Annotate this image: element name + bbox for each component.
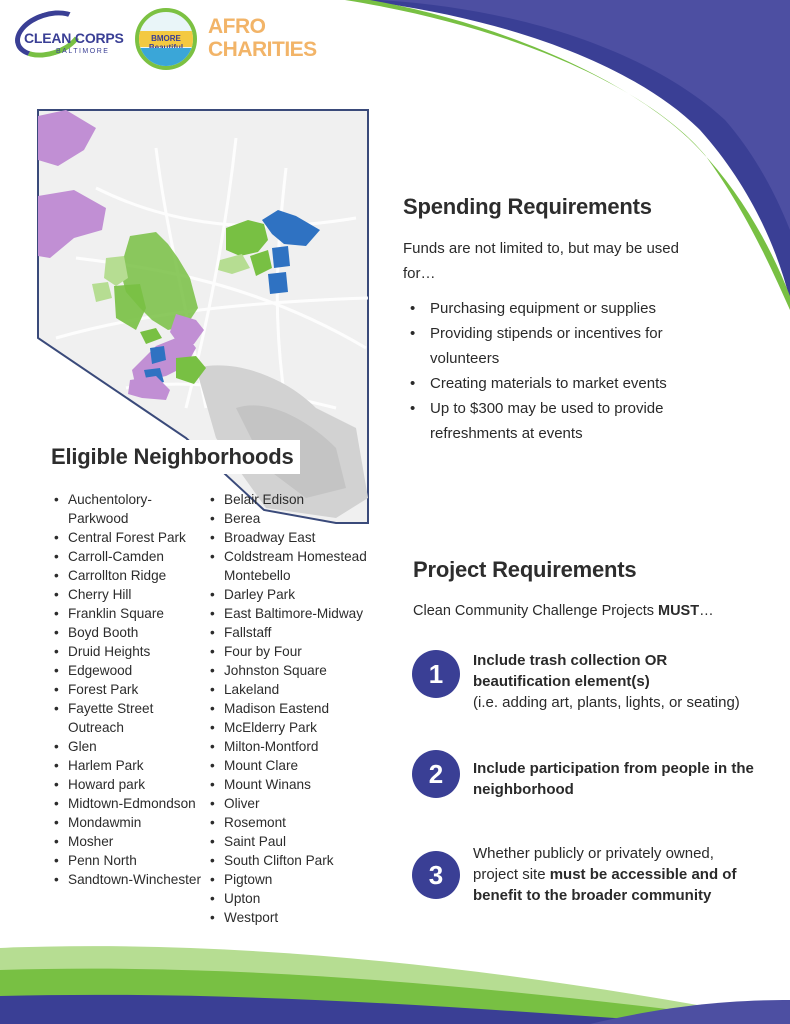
neighborhood-item: • Howard park xyxy=(54,775,204,794)
neighborhood-item: • Broadway East xyxy=(210,528,390,547)
neighborhood-item: • Rosemont xyxy=(210,813,390,832)
neighborhood-item: • Four by Four xyxy=(210,642,390,661)
clean-corps-subtitle: BALTIMORE xyxy=(56,48,110,55)
neighborhood-item: • Mondawmin xyxy=(54,813,204,832)
bmore-beautiful-wordmark: BMORE xyxy=(151,34,181,43)
requirement-2-text xyxy=(473,758,763,800)
neighborhood-item: • Sandtown-Winchester xyxy=(54,870,204,889)
requirement-1-bold: Include trash collection OR beautification element(s) xyxy=(473,652,668,690)
neighborhood-item: • Darley Park xyxy=(210,585,390,604)
requirement-number-badge: 3 xyxy=(412,851,460,899)
neighborhood-item: • Midtown-Edmondson xyxy=(54,794,204,813)
neighborhood-item: • Johnston Square xyxy=(210,661,390,680)
neighborhood-item: • Cherry Hill xyxy=(54,585,204,604)
spending-requirements-heading: Spending Requirements xyxy=(403,194,652,219)
neighborhood-item: • Carrollton Ridge xyxy=(54,566,204,585)
neighborhood-item: • Saint Paul xyxy=(210,832,390,851)
neighborhood-item: • Coldstream Homestead Montebello xyxy=(210,547,390,585)
neighborhood-item: • Mount Clare xyxy=(210,756,390,775)
neighborhood-item: • Lakeland xyxy=(210,680,390,699)
neighborhood-item: • Harlem Park xyxy=(54,756,204,775)
neighborhood-item: • Fayette Street Outreach xyxy=(54,699,204,737)
neighborhood-item: • Mosher xyxy=(54,832,204,851)
neighborhood-item: • Penn North xyxy=(54,851,204,870)
neighborhood-item: • Fallstaff xyxy=(210,623,390,642)
neighborhood-item: • Belair Edison xyxy=(210,490,390,509)
bottom-swoosh xyxy=(0,930,790,1024)
neighborhood-item: • Milton-Montford xyxy=(210,737,390,756)
neighborhood-item: • Central Forest Park xyxy=(54,528,204,547)
requirement-number-badge: 2 xyxy=(412,750,460,798)
spending-intro: Funds are not limited to, but may be used for… xyxy=(403,240,679,282)
neighborhood-item: • McElderry Park xyxy=(210,718,390,737)
project-intro xyxy=(413,603,714,619)
neighborhood-item: • Boyd Booth xyxy=(54,623,204,642)
spending-item: • Purchasing equipment or supplies xyxy=(410,296,710,321)
project-requirements-heading: Project Requirements xyxy=(413,557,637,582)
afro-charities-logo xyxy=(208,15,317,61)
neighborhood-list-col1 xyxy=(54,490,204,889)
requirement-2-bold: Include participation from people in the neighborhood xyxy=(473,760,754,798)
clean-corps-logo xyxy=(14,12,132,62)
project-intro-ellipsis: … xyxy=(699,603,714,619)
requirement-3-text xyxy=(473,843,763,906)
requirement-1-text xyxy=(473,650,763,713)
requirement-number-badge: 1 xyxy=(412,650,460,698)
neighborhood-item: • Forest Park xyxy=(54,680,204,699)
neighborhood-item: • Berea xyxy=(210,509,390,528)
eligible-neighborhoods-heading: Eligible Neighborhoods xyxy=(46,440,300,474)
spending-list xyxy=(410,296,710,446)
neighborhood-item: • Franklin Square xyxy=(54,604,204,623)
neighborhood-item: • Carroll-Camden xyxy=(54,547,204,566)
neighborhood-item: • Glen xyxy=(54,737,204,756)
neighborhood-item: • Pigtown xyxy=(210,870,390,889)
neighborhood-item: • Madison Eastend xyxy=(210,699,390,718)
charities-wordmark: CHARITIES xyxy=(208,38,317,61)
neighborhood-item: • East Baltimore-Midway xyxy=(210,604,390,623)
clean-corps-wordmark: CLEAN CORPS xyxy=(24,30,124,46)
project-intro-must: MUST xyxy=(658,603,700,619)
project-intro-text: Clean Community Challenge Projects xyxy=(413,603,658,619)
requirement-3-bold: must be accessible and of benefit to the broader community xyxy=(473,866,737,904)
requirement-1-detail: (i.e. adding art, plants, lights, or seating) xyxy=(473,694,740,711)
neighborhood-item: • Druid Heights xyxy=(54,642,204,661)
neighborhood-item: • Mount Winans xyxy=(210,775,390,794)
neighborhood-item: • Edgewood xyxy=(54,661,204,680)
afro-wordmark: AFRO xyxy=(208,15,266,38)
neighborhood-item: • Auchentolory-Parkwood xyxy=(54,490,204,528)
requirement-3-text-plain: Whether publicly or privately owned, project site xyxy=(473,845,714,883)
spending-item: • Up to $300 may be used to provide refreshments at events xyxy=(410,396,710,446)
neighborhood-list-col2 xyxy=(210,490,390,927)
spending-item: • Providing stipends or incentives for volunteers xyxy=(410,321,710,371)
spending-item: • Creating materials to market events xyxy=(410,371,710,396)
bmore-beautiful-logo xyxy=(135,8,197,70)
neighborhood-item: • Upton xyxy=(210,889,390,908)
neighborhood-item: • Westport xyxy=(210,908,390,927)
neighborhood-item: • Oliver xyxy=(210,794,390,813)
neighborhood-item: • South Clifton Park xyxy=(210,851,390,870)
